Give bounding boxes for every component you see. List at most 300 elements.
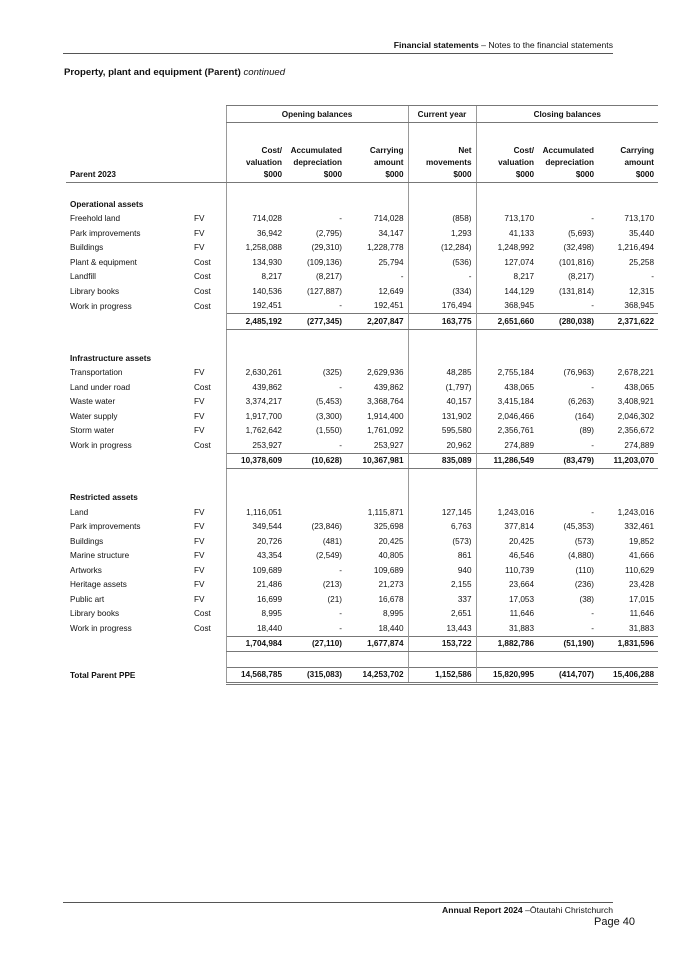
- section-total-row: [66, 636, 658, 652]
- section-heading-row: [66, 351, 658, 366]
- amount-cell: 1,917,700: [226, 409, 286, 424]
- amount-cell: 110,739: [476, 563, 538, 578]
- amount-cell: (127,887): [306, 286, 342, 296]
- unit-row: [66, 167, 658, 183]
- asset-name: Work in progress: [70, 441, 132, 450]
- table-row: [66, 270, 658, 285]
- amount-cell: 439,862: [373, 382, 404, 392]
- footer-rule: [63, 902, 613, 903]
- amount-cell: 349,544: [226, 520, 286, 535]
- section-total-row: [66, 453, 658, 469]
- amount-cell: 110,629: [625, 565, 655, 575]
- amount-cell: 377,814: [476, 520, 538, 535]
- asset-name: Plant & equipment: [70, 257, 137, 267]
- amount-cell: 1,762,642: [226, 424, 286, 439]
- amount-cell: -: [591, 440, 595, 450]
- valuation-basis: FV: [194, 368, 205, 378]
- valuation-basis: FV: [194, 228, 205, 238]
- total-cell: (10,628): [286, 453, 346, 469]
- valuation-basis: FV: [194, 565, 205, 575]
- valuation-basis: FV: [194, 214, 205, 224]
- total-cell: 1,677,874: [346, 636, 408, 652]
- amount-cell: 11,646: [476, 607, 538, 622]
- valuation-basis: Cost: [194, 441, 211, 450]
- col-carry-1-closing: Carrying: [620, 145, 655, 155]
- amount-cell: 31,883: [476, 621, 538, 636]
- amount-cell: 13,443: [408, 621, 476, 636]
- asset-name: Waste water: [70, 397, 116, 407]
- amount-cell: 20,962: [408, 438, 476, 453]
- col-acc-1: Accumulated: [290, 145, 342, 155]
- unit-label: $000: [408, 167, 476, 183]
- amount-cell: 20,726: [226, 534, 286, 549]
- asset-name: Park improvements: [70, 522, 141, 532]
- spacer-row: [66, 182, 658, 197]
- amount-cell: 2,155: [408, 578, 476, 593]
- amount-cell: 176,494: [408, 299, 476, 314]
- amount-cell: 17,015: [628, 594, 655, 604]
- total-cell: 163,775: [408, 314, 476, 330]
- amount-cell: 46,546: [476, 549, 538, 564]
- header-subsection: – Notes to the financial statements: [478, 40, 613, 50]
- grand-total-cell: 15,820,995: [476, 667, 538, 684]
- table-row: [66, 505, 658, 520]
- table-row: [66, 534, 658, 549]
- total-cell: 153,722: [408, 636, 476, 652]
- total-cell: 1,831,596: [598, 636, 658, 652]
- valuation-basis: FV: [194, 397, 205, 407]
- amount-cell: 274,889: [476, 438, 538, 453]
- asset-name: Artworks: [70, 565, 102, 575]
- table-row: [66, 563, 658, 578]
- valuation-basis: Cost: [194, 272, 211, 282]
- amount-cell: 23,664: [476, 578, 538, 593]
- amount-cell: 438,065: [476, 380, 538, 395]
- amount-cell: (8,217): [316, 272, 342, 282]
- valuation-basis: Cost: [194, 257, 211, 267]
- total-cell: 2,371,622: [598, 314, 658, 330]
- amount-cell: 2,356,761: [476, 424, 538, 439]
- valuation-basis: FV: [194, 594, 205, 604]
- asset-name: Freehold land: [70, 214, 121, 224]
- amount-cell: 1,258,088: [226, 241, 286, 256]
- asset-name: Library books: [70, 609, 120, 619]
- section-title: Infrastructure assets: [70, 353, 151, 363]
- col-acc-1-closing: Accumulated: [542, 145, 595, 155]
- valuation-basis: Cost: [194, 382, 211, 392]
- amount-cell: 20,425: [378, 536, 404, 546]
- amount-cell: 2,630,261: [226, 366, 286, 381]
- col-carry-2: amount: [373, 157, 404, 167]
- amount-cell: 940: [408, 563, 476, 578]
- valuation-basis: FV: [194, 580, 205, 590]
- section-title: Restricted assets: [70, 493, 138, 503]
- valuation-basis: Cost: [194, 286, 211, 296]
- amount-cell: 1,216,494: [617, 243, 655, 253]
- amount-cell: 368,945: [624, 301, 655, 311]
- amount-cell: 131,902: [408, 409, 476, 424]
- amount-cell: 1,243,016: [617, 507, 655, 517]
- amount-cell: (8,217): [568, 272, 595, 282]
- amount-cell: -: [339, 623, 342, 633]
- amount-cell: 1,228,778: [367, 243, 404, 253]
- amount-cell: 337: [408, 592, 476, 607]
- amount-cell: 1,293: [408, 226, 476, 241]
- amount-cell: 1,914,400: [367, 411, 404, 421]
- col-carry-1: Carrying: [369, 145, 404, 155]
- section-heading-row: [66, 491, 658, 506]
- asset-name: Storm water: [70, 426, 115, 436]
- amount-cell: 25,794: [378, 257, 404, 267]
- amount-cell: (6,263): [568, 397, 595, 407]
- column-header-row-1: [66, 143, 658, 155]
- amount-cell: (12,284): [408, 241, 476, 256]
- amount-cell: 253,927: [373, 440, 404, 450]
- amount-cell: (481): [322, 536, 342, 546]
- group-opening: Opening balances: [226, 106, 408, 123]
- amount-cell: 134,930: [226, 255, 286, 270]
- amount-cell: 25,258: [628, 257, 655, 267]
- amount-cell: 861: [408, 549, 476, 564]
- amount-cell: (334): [408, 284, 476, 299]
- amount-cell: 325,698: [373, 522, 404, 532]
- amount-cell: 31,883: [628, 623, 655, 633]
- table-row: [66, 380, 658, 395]
- amount-cell: -: [591, 623, 595, 633]
- asset-name: Heritage assets: [70, 580, 127, 590]
- asset-name: Buildings: [70, 243, 104, 253]
- amount-cell: -: [339, 382, 342, 392]
- amount-cell: (101,816): [558, 257, 595, 267]
- header-rule: [63, 53, 613, 54]
- amount-cell: 21,273: [378, 580, 404, 590]
- valuation-basis: FV: [194, 243, 205, 253]
- total-cell: 11,286,549: [476, 453, 538, 469]
- amount-cell: 2,046,466: [476, 409, 538, 424]
- amount-cell: 368,945: [476, 299, 538, 314]
- amount-cell: (5,453): [316, 397, 342, 407]
- amount-cell: 2,356,672: [617, 426, 655, 436]
- amount-cell: 127,074: [476, 255, 538, 270]
- grand-total-cell: 14,253,702: [346, 667, 408, 684]
- amount-cell: 6,763: [408, 520, 476, 535]
- col-cost-2-closing: valuation: [476, 155, 538, 167]
- asset-name: Park improvements: [70, 228, 141, 238]
- page-title-continued: continued: [240, 67, 286, 78]
- total-cell: (83,479): [538, 453, 598, 469]
- amount-cell: 40,805: [378, 551, 404, 561]
- col-cost-1-closing: Cost/: [476, 143, 538, 155]
- total-cell: 11,203,070: [598, 453, 658, 469]
- grand-total-cell: (414,707): [538, 667, 598, 684]
- amount-cell: (21): [327, 594, 342, 604]
- grand-total-label: Total Parent PPE: [70, 670, 136, 680]
- amount-cell: 595,580: [408, 424, 476, 439]
- amount-cell: 16,699: [226, 592, 286, 607]
- running-footer: [0, 905, 613, 915]
- amount-cell: 1,243,016: [476, 505, 538, 520]
- amount-cell: 332,461: [624, 522, 655, 532]
- amount-cell: 714,028: [226, 212, 286, 227]
- amount-cell: [286, 505, 346, 520]
- table-row: [66, 621, 658, 636]
- column-header-row-2: [66, 155, 658, 167]
- valuation-basis: FV: [194, 426, 205, 436]
- unit-label: $000: [538, 167, 598, 183]
- amount-cell: 8,995: [383, 609, 404, 619]
- grand-total-cell: 1,152,586: [408, 667, 476, 684]
- amount-cell: 17,053: [476, 592, 538, 607]
- amount-cell: 1,761,092: [367, 426, 404, 436]
- amount-cell: 127,145: [408, 505, 476, 520]
- amount-cell: 1,116,051: [226, 505, 286, 520]
- unit-label: $000: [346, 167, 408, 183]
- total-cell: 1,882,786: [476, 636, 538, 652]
- grand-total-cell: 15,406,288: [598, 667, 658, 684]
- asset-name: Public art: [70, 594, 105, 604]
- group-current: Current year: [408, 106, 476, 123]
- table-row: [66, 520, 658, 535]
- amount-cell: 192,451: [373, 301, 404, 311]
- year-label: Parent 2023: [66, 167, 192, 183]
- unit-label: $000: [476, 167, 538, 183]
- amount-cell: 1,115,871: [367, 507, 404, 517]
- total-cell: (277,345): [286, 314, 346, 330]
- group-closing: Closing balances: [476, 106, 658, 123]
- unit-label: $000: [226, 167, 286, 183]
- amount-cell: 36,942: [226, 226, 286, 241]
- total-cell: (51,190): [538, 636, 598, 652]
- section-total-row: [66, 314, 658, 330]
- amount-cell: 11,646: [629, 609, 655, 619]
- amount-cell: (1,797): [408, 380, 476, 395]
- table-row: [66, 284, 658, 299]
- asset-name: Land: [70, 507, 89, 517]
- col-net-1: Net: [408, 143, 476, 155]
- amount-cell: 144,129: [476, 284, 538, 299]
- table-row: [66, 241, 658, 256]
- footer-org: –Ōtautahi Christchurch: [522, 905, 613, 915]
- table-row: [66, 438, 658, 453]
- amount-cell: -: [339, 214, 342, 224]
- asset-name: Water supply: [70, 411, 118, 421]
- amount-cell: 8,995: [226, 607, 286, 622]
- amount-cell: 3,374,217: [226, 395, 286, 410]
- amount-cell: (325): [322, 368, 342, 378]
- amount-cell: 34,147: [378, 228, 404, 238]
- amount-cell: 41,133: [476, 226, 538, 241]
- amount-cell: 140,536: [226, 284, 286, 299]
- amount-cell: 438,065: [624, 382, 655, 392]
- section-heading-row: [66, 197, 658, 212]
- total-cell: (27,110): [286, 636, 346, 652]
- amount-cell: -: [339, 609, 342, 619]
- col-acc-2-closing: depreciation: [545, 157, 595, 167]
- table-row: [66, 212, 658, 227]
- valuation-basis: FV: [194, 551, 205, 561]
- amount-cell: 192,451: [226, 299, 286, 314]
- amount-cell: 20,425: [476, 534, 538, 549]
- header-section: Financial statements: [393, 40, 479, 50]
- amount-cell: (32,498): [563, 243, 595, 253]
- asset-name: Landfill: [70, 272, 96, 282]
- table-row: [66, 592, 658, 607]
- amount-cell: 16,678: [378, 594, 404, 604]
- section-title: Operational assets: [70, 199, 144, 209]
- amount-cell: -: [651, 272, 655, 282]
- table-row: [66, 549, 658, 564]
- amount-cell: (109,136): [306, 257, 342, 267]
- amount-cell: 48,285: [408, 366, 476, 381]
- asset-name: Library books: [70, 286, 120, 296]
- table-row: [66, 424, 658, 439]
- amount-cell: 43,354: [226, 549, 286, 564]
- amount-cell: (4,880): [568, 551, 595, 561]
- amount-cell: 713,170: [624, 214, 655, 224]
- amount-cell: 2,651: [408, 607, 476, 622]
- col-cost-1: Cost/: [226, 143, 286, 155]
- amount-cell: (2,795): [316, 228, 342, 238]
- amount-cell: 12,649: [378, 286, 404, 296]
- amount-cell: -: [591, 609, 595, 619]
- grand-total-cell: 14,568,785: [226, 667, 286, 684]
- total-cell: 2,207,847: [346, 314, 408, 330]
- amount-cell: (236): [574, 580, 595, 590]
- amount-cell: -: [408, 270, 476, 285]
- amount-cell: (573): [408, 534, 476, 549]
- valuation-basis: Cost: [194, 609, 211, 619]
- amount-cell: 3,415,184: [476, 395, 538, 410]
- amount-cell: (858): [408, 212, 476, 227]
- asset-name: Buildings: [70, 536, 104, 546]
- amount-cell: (29,310): [311, 243, 342, 253]
- amount-cell: 21,486: [226, 578, 286, 593]
- amount-cell: (1,550): [316, 426, 342, 436]
- total-cell: (280,038): [538, 314, 598, 330]
- amount-cell: (536): [408, 255, 476, 270]
- spacer-row: [66, 469, 658, 491]
- asset-name: Work in progress: [70, 301, 132, 311]
- col-net-2: movements: [408, 155, 476, 167]
- table-row: [66, 299, 658, 314]
- spacer-row: [66, 329, 658, 351]
- amount-cell: 35,440: [628, 228, 655, 238]
- amount-cell: -: [591, 214, 595, 224]
- valuation-basis: FV: [194, 507, 205, 517]
- asset-name: Transportation: [70, 368, 123, 378]
- total-cell: 10,378,609: [226, 453, 286, 469]
- page-number: Page 40: [594, 916, 635, 928]
- valuation-basis: FV: [194, 522, 205, 532]
- amount-cell: 18,440: [226, 621, 286, 636]
- amount-cell: -: [591, 301, 595, 311]
- amount-cell: 12,315: [628, 286, 655, 296]
- amount-cell: 713,170: [476, 212, 538, 227]
- unit-label: $000: [598, 167, 658, 183]
- amount-cell: -: [591, 382, 595, 392]
- total-cell: 10,367,981: [346, 453, 408, 469]
- running-header: [0, 40, 613, 50]
- amount-cell: 2,678,221: [617, 368, 655, 378]
- amount-cell: (89): [579, 426, 595, 436]
- col-acc-2: depreciation: [293, 157, 342, 167]
- valuation-basis: Cost: [194, 301, 211, 311]
- amount-cell: 439,862: [226, 380, 286, 395]
- amount-cell: (3,300): [316, 411, 342, 421]
- amount-cell: (110): [575, 565, 595, 575]
- amount-cell: 2,629,936: [367, 368, 404, 378]
- amount-cell: -: [591, 507, 595, 517]
- amount-cell: 8,217: [226, 270, 286, 285]
- amount-cell: 19,852: [628, 536, 655, 546]
- footer-report: Annual Report 2024: [442, 905, 523, 915]
- total-cell: 2,485,192: [226, 314, 286, 330]
- amount-cell: (131,814): [558, 286, 595, 296]
- amount-cell: 3,408,921: [617, 397, 655, 407]
- amount-cell: 23,428: [628, 580, 655, 590]
- amount-cell: -: [400, 272, 404, 282]
- amount-cell: 2,046,302: [617, 411, 655, 421]
- total-cell: 835,089: [408, 453, 476, 469]
- table-row: [66, 607, 658, 622]
- amount-cell: 253,927: [226, 438, 286, 453]
- page-title: [64, 67, 285, 78]
- amount-cell: (213): [322, 580, 342, 590]
- amount-cell: 109,689: [373, 565, 404, 575]
- asset-name: Land under road: [70, 382, 131, 392]
- table-row: [66, 255, 658, 270]
- valuation-basis: Cost: [194, 624, 211, 633]
- table-row: [66, 578, 658, 593]
- table-row: [66, 366, 658, 381]
- amount-cell: 18,440: [378, 623, 404, 633]
- amount-cell: 40,157: [408, 395, 476, 410]
- amount-cell: 8,217: [476, 270, 538, 285]
- amount-cell: -: [339, 565, 342, 575]
- amount-cell: -: [339, 301, 342, 311]
- amount-cell: 714,028: [373, 214, 404, 224]
- table-row: [66, 226, 658, 241]
- valuation-basis: FV: [194, 536, 205, 546]
- amount-cell: (2,549): [316, 551, 342, 561]
- amount-cell: (45,353): [563, 522, 595, 532]
- spacer-row: [66, 652, 658, 668]
- amount-cell: (164): [574, 411, 595, 421]
- grand-total-cell: (315,083): [286, 667, 346, 684]
- amount-cell: 109,689: [226, 563, 286, 578]
- group-header-row: [66, 106, 658, 123]
- amount-cell: 41,666: [628, 551, 655, 561]
- total-cell: 2,651,660: [476, 314, 538, 330]
- unit-label: $000: [286, 167, 346, 183]
- amount-cell: 3,368,764: [367, 397, 404, 407]
- amount-cell: (38): [579, 594, 595, 604]
- amount-cell: (5,693): [568, 228, 595, 238]
- asset-name: Marine structure: [70, 551, 130, 561]
- ppe-table: [66, 105, 658, 685]
- amount-cell: -: [339, 440, 342, 450]
- amount-cell: 2,755,184: [476, 366, 538, 381]
- grand-total-row: [66, 667, 658, 684]
- table-row: [66, 395, 658, 410]
- asset-name: Work in progress: [70, 624, 132, 633]
- amount-cell: (76,963): [563, 368, 595, 378]
- table-row: [66, 409, 658, 424]
- amount-cell: (573): [574, 536, 595, 546]
- valuation-basis: FV: [194, 411, 205, 421]
- amount-cell: 274,889: [624, 440, 655, 450]
- col-cost-2: valuation: [226, 155, 286, 167]
